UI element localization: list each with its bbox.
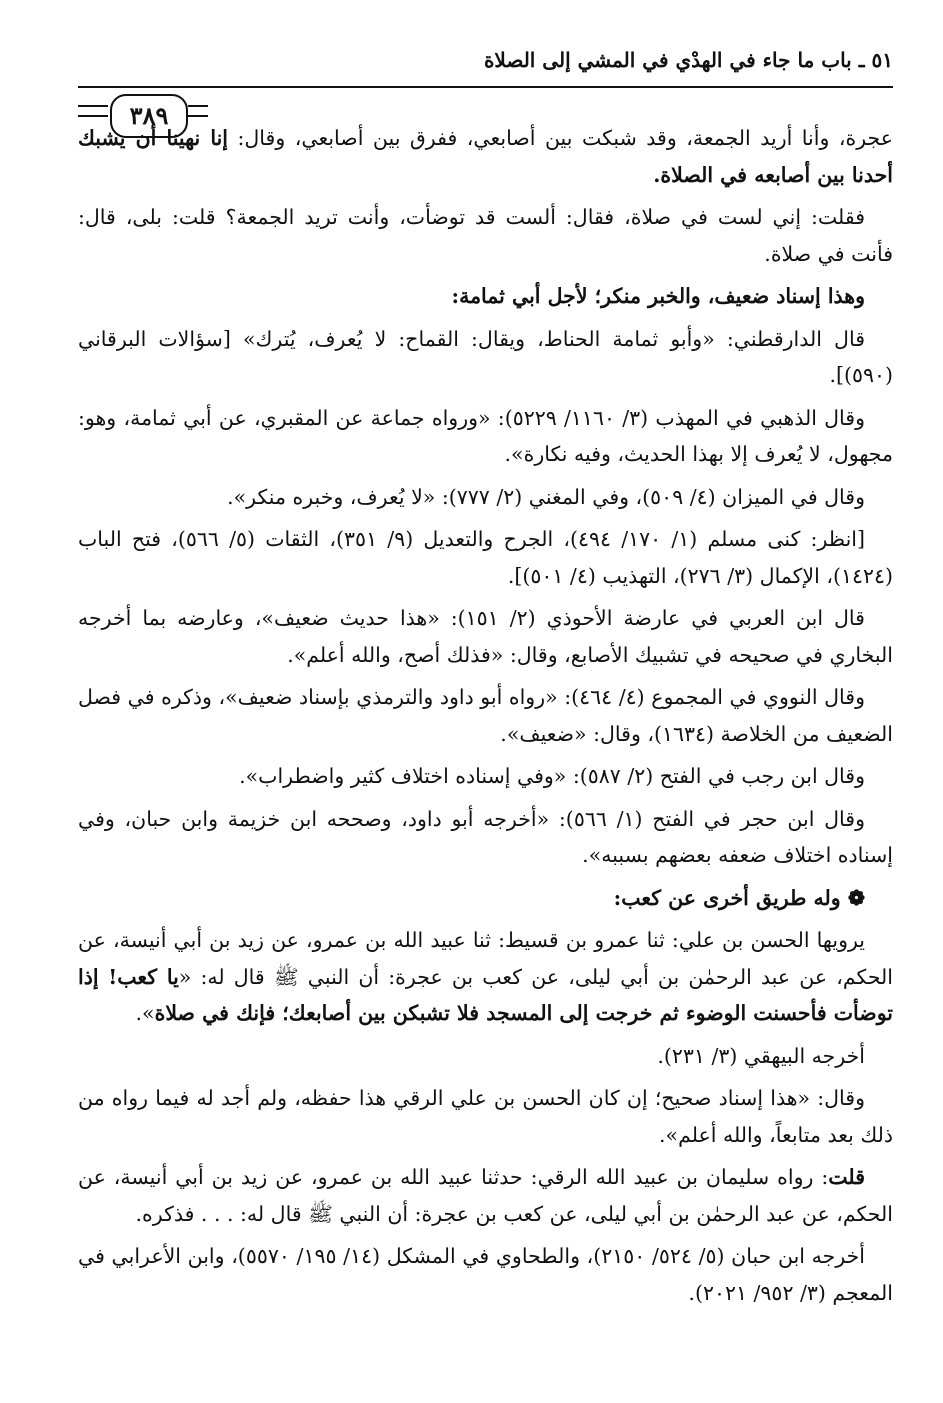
paragraph-text: فقلت: إني لست في صلاة، فقال: ألست قد توضأت، وأنت تريد الجمعة؟ قلت: بلى، قال: فأنت في صلاة.: [78, 205, 893, 266]
paragraph-text: وقال الذهبي في المهذب (٣/ ١١٦٠/ ٥٢٢٩): «ورواه جماعة عن المقبري، عن أبي ثمامة، وهو: مجهول، لا يُعرف إلا بهذا الحديث، وفيه نكارة».: [78, 405, 893, 466]
paragraph-12: [78, 880, 893, 917]
paragraph-text: وقال: «هذا إسناد صحيح؛ إن كان الحسن بن علي الرقي هذا حفظه، ولم أجد له فيما رواه من ذلك بعد متابعاً، والله أعلم».: [78, 1086, 893, 1147]
paragraph-13: [78, 922, 893, 1032]
paragraph-text: عجرة، وأنا أريد الجمعة، وقد شبكت بين أصابعي، ففرق بين أصابعي، وقال:: [228, 126, 893, 150]
paragraph-text: وقال في الميزان (٤/ ٥٠٩)، وفي المغني (٢/ ٧٧٧): «لا يُعرف، وخبره منكر».: [227, 484, 865, 509]
paragraph-text: أخرجه البيهقي (٣/ ٢٣١).: [657, 1043, 865, 1068]
hadith-text: يا كعب! إذا توضأت فأحسنت الوضوء ثم خرجت إلى المسجد فلا تشبكن بين أصابعك؛ فإنك في صلاة: [78, 964, 893, 1025]
paragraph-8: [78, 600, 893, 673]
page-header: [78, 40, 893, 130]
header-rule: [78, 86, 893, 88]
paragraph-text: قال ابن العربي في عارضة الأحوذي (٢/ ١٥١): «هذا حديث ضعيف»، وعارضه بما أخرجه البخاري في صحيحه في تشبيك الأصابع، وقال: «فذلك أصح، والله أعلم».: [78, 606, 893, 667]
paragraph-11: [78, 801, 893, 874]
ornament-lines-right: [188, 105, 208, 117]
paragraph-7: [78, 521, 893, 594]
paragraph-6: [78, 479, 893, 516]
paragraph-4: [78, 321, 893, 394]
paragraph-16: [78, 1159, 893, 1232]
paragraph-9: [78, 679, 893, 752]
paragraph-text: أخرجه ابن حبان (٥/ ٥٢٤/ ٢١٥٠)، والطحاوي في المشكل (١٤/ ١٩٥/ ٥٥٧٠)، وابن الأعرابي في المعجم (٣/ ٩٥٢/ ٢٠٢١).: [78, 1244, 893, 1305]
hadith-text: إنا نهينا أن يشبك أحدنا بين أصابعه في الصلاة.: [78, 126, 893, 187]
paragraph-15: [78, 1080, 893, 1153]
page-body: [78, 120, 893, 1317]
paragraph-text: قال الدارقطني: «وأبو ثمامة الحناط، ويقال: القماح: لا يُعرف، يُترك» [سؤالات البرقاني (٥٩٠)].: [78, 326, 893, 387]
paragraph-text: وقال ابن حجر في الفتح (١/ ٥٦٦): «أخرجه أبو داود، وصححه ابن خزيمة وابن حبان، وفي إسناده اختلاف ضعفه بعضهم بسببه».: [78, 806, 893, 867]
paragraph-text: [انظر: كنى مسلم (١/ ١٧٠/ ٤٩٤)، الجرح والتعديل (٩/ ٣٥١)، الثقات (٥/ ٥٦٦)، فتح الباب (١٤٢٤)، الإكمال (٣/ ٢٧٦)، التهذيب (٤/ ٥٠١)].: [78, 527, 893, 588]
paragraph-1: [78, 120, 893, 193]
paragraph-5: [78, 400, 893, 473]
paragraph-10: [78, 758, 893, 795]
paragraph-text: وقال ابن رجب في الفتح (٢/ ٥٨٧): «وفي إسناده اختلاف كثير واضطراب».: [239, 764, 865, 788]
paragraph-text: يرويها الحسن بن علي: ثنا عمرو بن قسيط: ثنا عبيد الله بن عمرو، عن زيد بن أبي أنيسة، عن الحكم، عن عبد الرحمٰن بن أبي ليلى، عن كعب بن عجرة: أن النبي ﷺ قال له: «: [78, 928, 893, 989]
author-note-label: قلت: [828, 1165, 865, 1189]
paragraph-3: [78, 278, 893, 315]
paragraph-17: [78, 1238, 893, 1311]
page-number: ٣٨٩: [110, 94, 188, 138]
ruling-heading: وهذا إسناد ضعيف، والخبر منكر؛ لأجل أبي ثمامة:: [451, 284, 865, 308]
paragraph-tail: ».: [135, 1001, 155, 1025]
paragraph-text: : رواه سليمان بن عبيد الله الرقي: حدثنا عبيد الله بن عمرو، عن زيد بن أبي أنيسة، عن الحكم، عن عبد الرحمٰن بن أبي ليلى، عن كعب بن عجرة: أن النبي ﷺ قال له: . . . فذكره.: [78, 1165, 893, 1226]
ornament-lines-left: [78, 105, 108, 117]
chapter-title: ٥١ ـ باب ما جاء في الهدْي في المشي إلى الصلاة: [483, 48, 893, 72]
paragraph-text: وقال النووي في المجموع (٤/ ٤٦٤): «رواه أبو داود والترمذي بإسناد ضعيف»، وذكره في فصل الضعيف من الخلاصة (١٦٣٤)، وقال: «ضعيف».: [78, 685, 893, 746]
paragraph-2: [78, 199, 893, 272]
section-heading: ❁ وله طريق أخرى عن كعب:: [613, 885, 865, 910]
paragraph-14: [78, 1038, 893, 1075]
